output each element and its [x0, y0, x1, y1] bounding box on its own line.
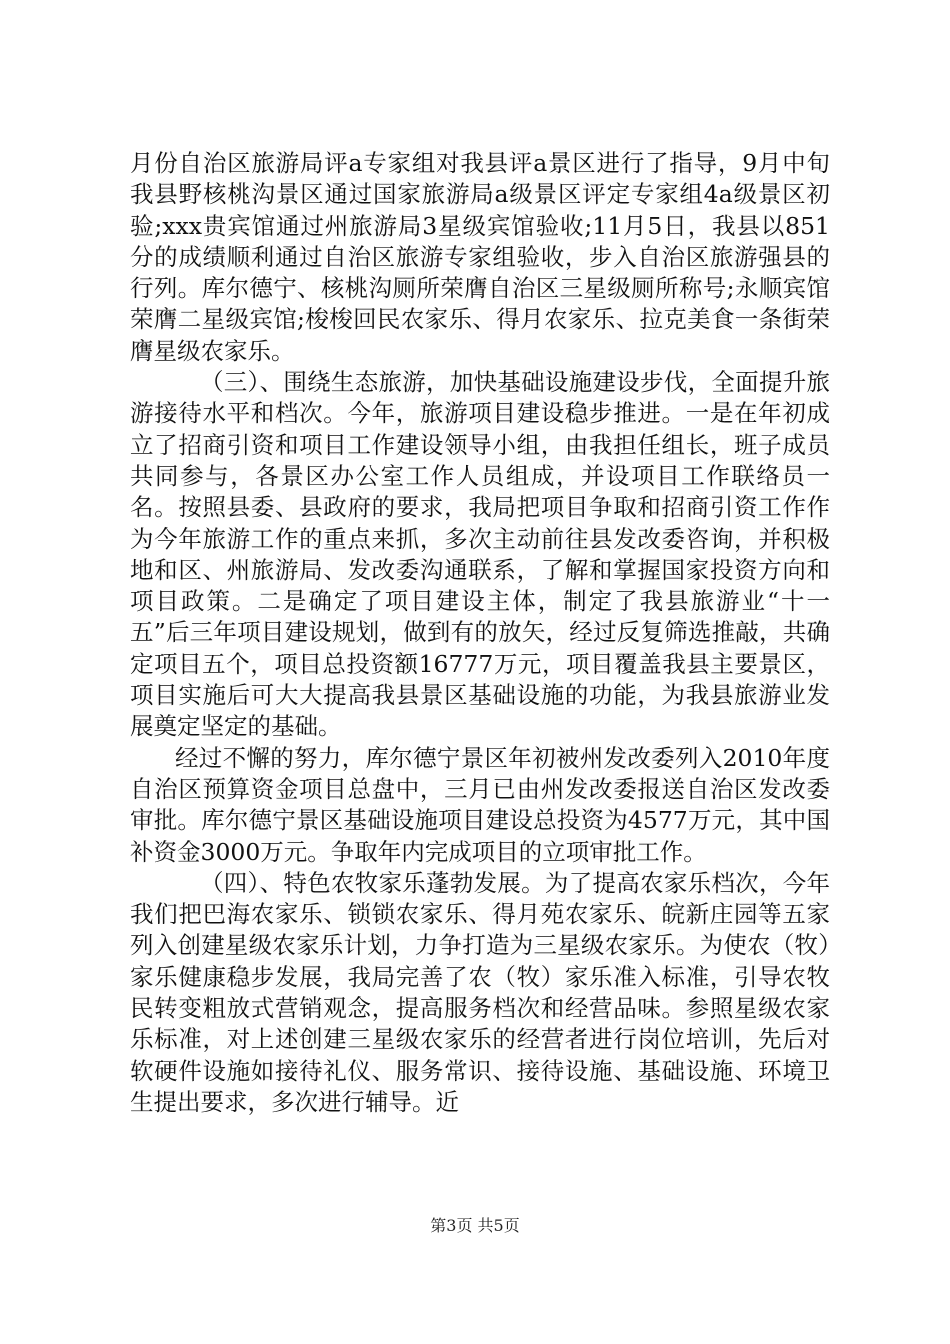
paragraph-1: 月份自治区旅游局评a专家组对我县评a景区进行了指导，9月中旬我县野核桃沟景区通过国家旅游局a级景区评定专家组4a级景区初验;xxx贵宾馆通过州旅游局3星级宾馆验收;11月5日，我县以851分的成绩顺利通过自治区旅游专家组验收，步入自治区旅游强县的行列。库尔德宁、核桃沟厕所荣膺自治区三星级厕所称号;永顺宾馆荣膺二星级宾馆;梭梭回民农家乐、得月农家乐、拉克美食一条街荣膺星级农家乐。: [130, 149, 830, 365]
paragraph-3: 经过不懈的努力，库尔德宁景区年初被州发改委列入2010年度自治区预算资金项目总盘中，三月已由州发改委报送自治区发改委审批。库尔德宁景区基础设施项目建设总投资为4577万元，其中国补资金3000万元。争取年内完成项目的立项审批工作。: [130, 743, 830, 866]
paragraph-2: （三）、围绕生态旅游，加快基础设施建设步伐，全面提升旅游接待水平和档次。今年，旅游项目建设稳步推进。一是在年初成立了招商引资和项目工作建设领导小组，由我担任组长，班子成员共同参与，各景区办公室工作人员组成，并设项目工作联络员一名。按照县委、县政府的要求，我局把项目争取和招商引资工作作为今年旅游工作的重点来抓，多次主动前往县发改委咨询，并积极地和区、州旅游局、发改委沟通联系，了解和掌握国家投资方向和项目政策。二是确定了项目建设主体，制定了我县旅游业“十一五”后三年项目建设规划，做到有的放矢，经过反复筛选推敲，共确定项目五个，项目总投资额16777万元，项目覆盖我县主要景区，项目实施后可大大提高我县景区基础设施的功能，为我县旅游业发展奠定坚定的基础。: [130, 368, 830, 741]
document-body: [130, 148, 830, 1118]
paragraph-4: （四）、特色农牧家乐蓬勃发展。为了提高农家乐档次，今年我们把巴海农家乐、锁锁农家乐、得月苑农家乐、皖新庄园等五家列入创建星级农家乐计划，力争打造为三星级农家乐。为使农（牧）家乐健康稳步发展，我局完善了农（牧）家乐准入标准，引导农牧民转变粗放式营销观念，提高服务档次和经营品味。参照星级农家乐标准，对上述创建三星级农家乐的经营者进行岗位培训，先后对软硬件设施如接待礼仪、服务常识、接待设施、基础设施、环境卫生提出要求，多次进行辅导。近: [130, 868, 830, 1116]
page-number: 第3页 共5页: [430, 1216, 520, 1235]
page-footer: [0, 1213, 950, 1236]
